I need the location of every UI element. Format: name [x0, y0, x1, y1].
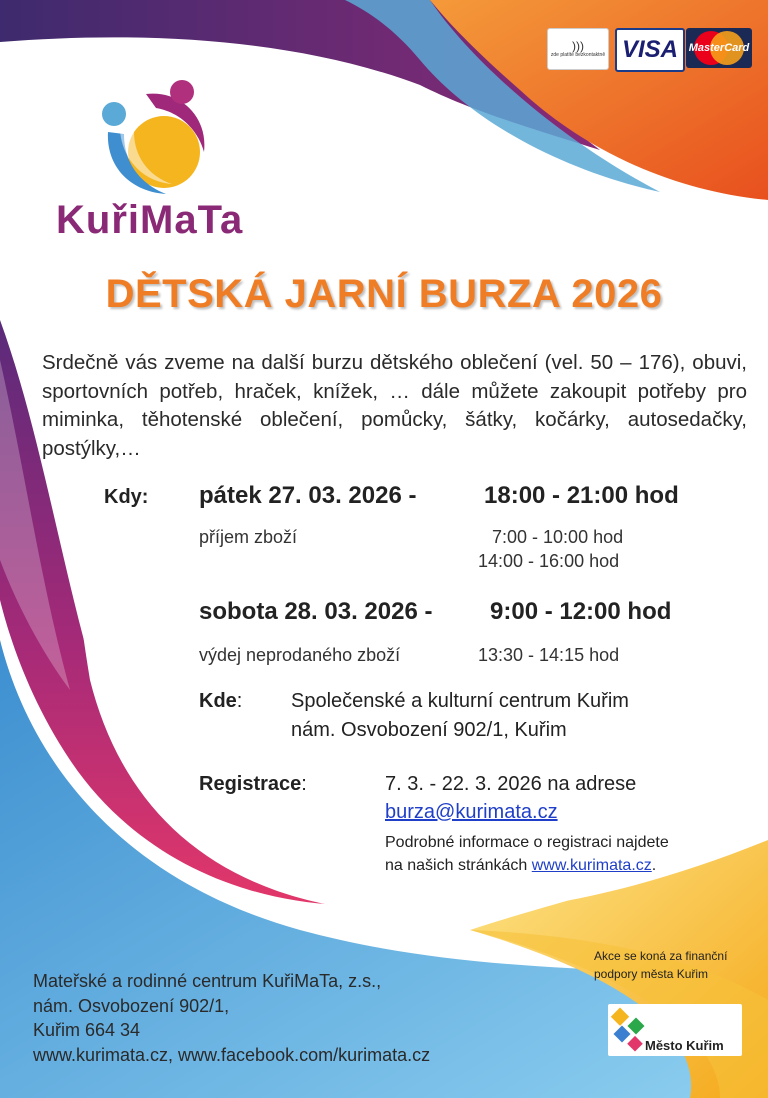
day1-time: 18:00 - 21:00 hod: [484, 482, 679, 509]
kurimata-logo-text: KuřiMaTa: [56, 198, 244, 242]
mastercard-logo: [686, 28, 752, 68]
day1-date: pátek 27. 03. 2026 -: [199, 482, 417, 509]
when-label: Kdy:: [104, 486, 149, 508]
contactless-icon: ))): [572, 39, 584, 53]
registration-colon: :: [301, 773, 307, 795]
website-link[interactable]: www.kurimata.cz: [531, 857, 652, 874]
where-line2: nám. Osvobození 902/1, Kuřim: [291, 719, 567, 741]
registration-info-line2: [385, 857, 656, 875]
contactless-payment-badge: [547, 28, 609, 70]
contactless-label: zde platíte bezkontaktně: [550, 52, 606, 58]
registration-label: Registrace: [199, 773, 302, 795]
city-logo-icon: [610, 1006, 650, 1054]
day2-date: sobota 28. 03. 2026 -: [199, 598, 433, 625]
organizer-city: Kuřim 664 34: [33, 1020, 141, 1040]
visa-label: VISA: [621, 36, 678, 63]
day2-time: 9:00 - 12:00 hod: [490, 598, 672, 625]
return-label: výdej neprodaného zboží: [199, 645, 401, 665]
page-title: DĚTSKÁ JARNÍ BURZA 2026: [105, 272, 663, 316]
city-logo-text: Město Kuřim: [645, 1038, 724, 1053]
registration-info-prefix: na našich stránkách: [385, 857, 532, 874]
organizer-name: Mateřské a rodinné centrum KuřiMaTa, z.s.,: [33, 971, 382, 991]
registration-dates: 7. 3. - 22. 3. 2026 na adrese: [385, 773, 637, 795]
support-line1: Akce se koná za finanční: [594, 949, 728, 963]
registration-label-row: [199, 773, 307, 796]
visa-logo: [615, 28, 685, 72]
kurimata-logo-icon: [86, 72, 216, 202]
where-label-row: [199, 690, 242, 713]
organizer-websites: www.kurimata.cz, www.facebook.com/kurimata.cz: [33, 1044, 431, 1065]
city-logo: [608, 1004, 742, 1056]
organizer-street: nám. Osvobození 902/1,: [33, 995, 230, 1016]
intake-time-afternoon: 14:00 - 16:00 hod: [478, 551, 620, 571]
organizer-address: [33, 969, 430, 1067]
support-line2: podpory města Kuřim: [594, 967, 709, 981]
intake-label: příjem zboží: [199, 527, 298, 547]
where-colon: :: [236, 690, 243, 712]
mastercard-label: MasterCard: [688, 42, 750, 54]
registration-info-line1: Podrobné informace o registraci najdete: [385, 834, 669, 851]
intake-time-morning: 7:00 - 10:00 hod: [492, 527, 624, 547]
where-line1: Společenské a kulturní centrum Kuřim: [291, 690, 629, 712]
intro-paragraph: Srdečně vás zveme na další burzu dětského oblečení (vel. 50 – 176), obuvi, sportovních potřeb, hraček, knížek, … dále můžete zakoupit potřeby pro miminka, těhotenské oblečení, pomůcky, šátky, kočárky, autosedačky, postýlky,…: [42, 351, 747, 460]
where-label: Kde: [199, 690, 237, 712]
return-time: 13:30 - 14:15 hod: [478, 645, 620, 665]
registration-info-suffix: .: [651, 857, 657, 874]
support-note: [594, 947, 727, 983]
registration-email-link[interactable]: burza@kurimata.cz: [385, 801, 558, 823]
